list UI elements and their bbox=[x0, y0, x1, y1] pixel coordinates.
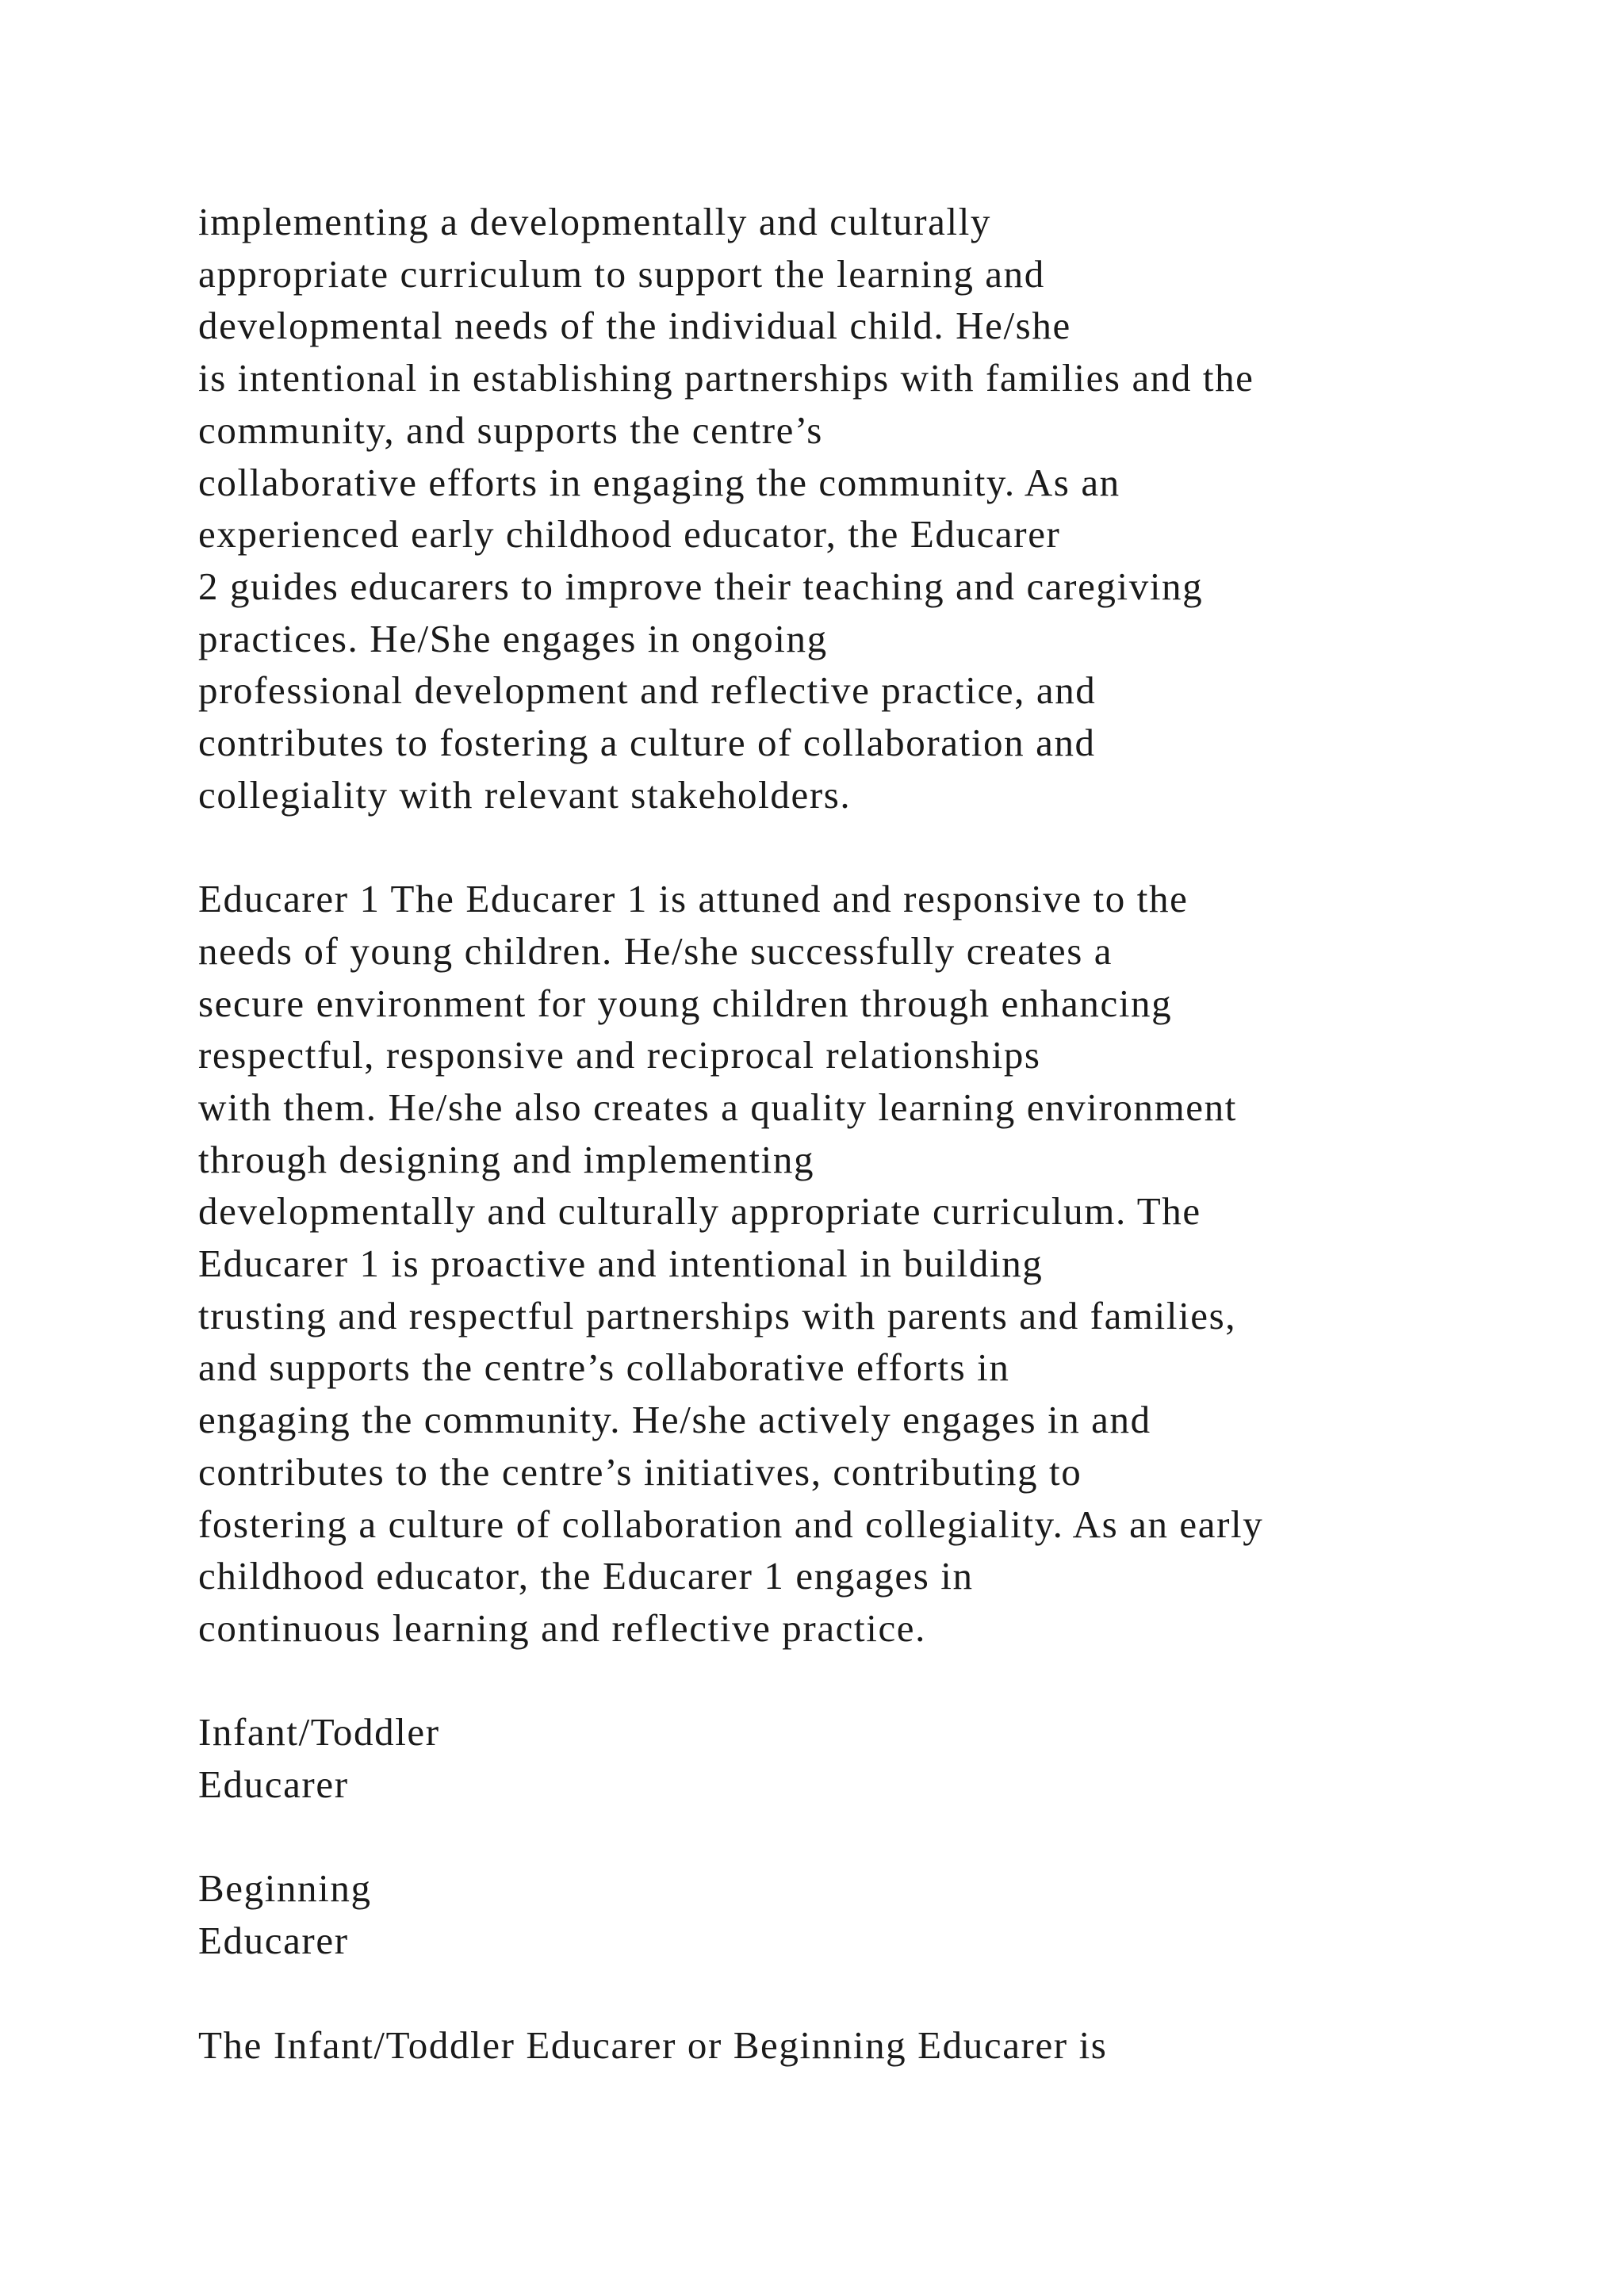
text-line: and supports the centre’s collaborative efforts in bbox=[198, 1345, 1010, 1390]
text-line: contributes to the centre’s initiatives, contributing to bbox=[198, 1449, 1082, 1494]
paragraph-gap bbox=[198, 1811, 1546, 1863]
heading-beginning-educarer bbox=[198, 1862, 1546, 1966]
text-line: practices. He/She engages in ongoing bbox=[198, 616, 828, 660]
heading-infant-toddler-educarer bbox=[198, 1706, 1546, 1810]
paragraph-educarer-1 bbox=[198, 873, 1546, 1655]
text-line: developmental needs of the individual child. He/she bbox=[198, 304, 1071, 348]
paragraph-infant-toddler-intro bbox=[198, 2019, 1546, 2072]
text-line: collaborative efforts in engaging the community. As an bbox=[198, 460, 1120, 504]
text-line: fostering a culture of collaboration and collegiality. As an early bbox=[198, 1502, 1264, 1546]
text-line: continuous learning and reflective practice. bbox=[198, 1605, 926, 1650]
text-line: Beginning bbox=[198, 1866, 372, 1911]
text-line: 2 guides educarers to improve their teaching and caregiving bbox=[198, 564, 1204, 608]
text-line: childhood educator, the Educarer 1 engages in bbox=[198, 1554, 974, 1598]
text-line: is intentional in establishing partnerships with families and the bbox=[198, 356, 1254, 400]
paragraph-gap bbox=[198, 821, 1546, 873]
text-line: through designing and implementing bbox=[198, 1137, 815, 1181]
paragraph-educarer-2-continued bbox=[198, 196, 1546, 821]
text-line: respectful, responsive and reciprocal relationships bbox=[198, 1033, 1041, 1077]
text-line: experienced early childhood educator, the Educarer bbox=[198, 512, 1061, 557]
text-line: implementing a developmentally and culturally bbox=[198, 200, 992, 243]
text-line: professional development and reflective practice, and bbox=[198, 668, 1097, 713]
text-line: trusting and respectful partnerships with parents and families, bbox=[198, 1293, 1237, 1337]
document-body bbox=[198, 196, 1546, 2071]
text-line: with them. He/she also creates a quality learning environment bbox=[198, 1085, 1237, 1129]
text-line: collegiality with relevant stakeholders. bbox=[198, 772, 852, 817]
text-line: Educarer 1 The Educarer 1 is attuned and responsive to the bbox=[198, 877, 1189, 921]
text-line: needs of young children. He/she successfully creates a bbox=[198, 928, 1113, 973]
paragraph-gap bbox=[198, 1967, 1546, 2019]
text-line: developmentally and culturally appropriate curriculum. The bbox=[198, 1189, 1201, 1234]
text-line: engaging the community. He/she actively engages in and bbox=[198, 1398, 1151, 1442]
text-line: Infant/Toddler bbox=[198, 1710, 440, 1755]
text-line: secure environment for young children through enhancing bbox=[198, 981, 1173, 1025]
text-line: contributes to fostering a culture of collaboration and bbox=[198, 721, 1096, 765]
text-line: Educarer bbox=[198, 1762, 349, 1807]
text-line: The Infant/Toddler Educarer or Beginning Educarer is bbox=[198, 2022, 1108, 2067]
text-line: community, and supports the centre’s bbox=[198, 408, 823, 452]
text-line: Educarer 1 is proactive and intentional in building bbox=[198, 1242, 1044, 1286]
paragraph-gap bbox=[198, 1655, 1546, 1707]
text-line: Educarer bbox=[198, 1919, 349, 1963]
text-line: appropriate curriculum to support the learning and bbox=[198, 251, 1045, 296]
